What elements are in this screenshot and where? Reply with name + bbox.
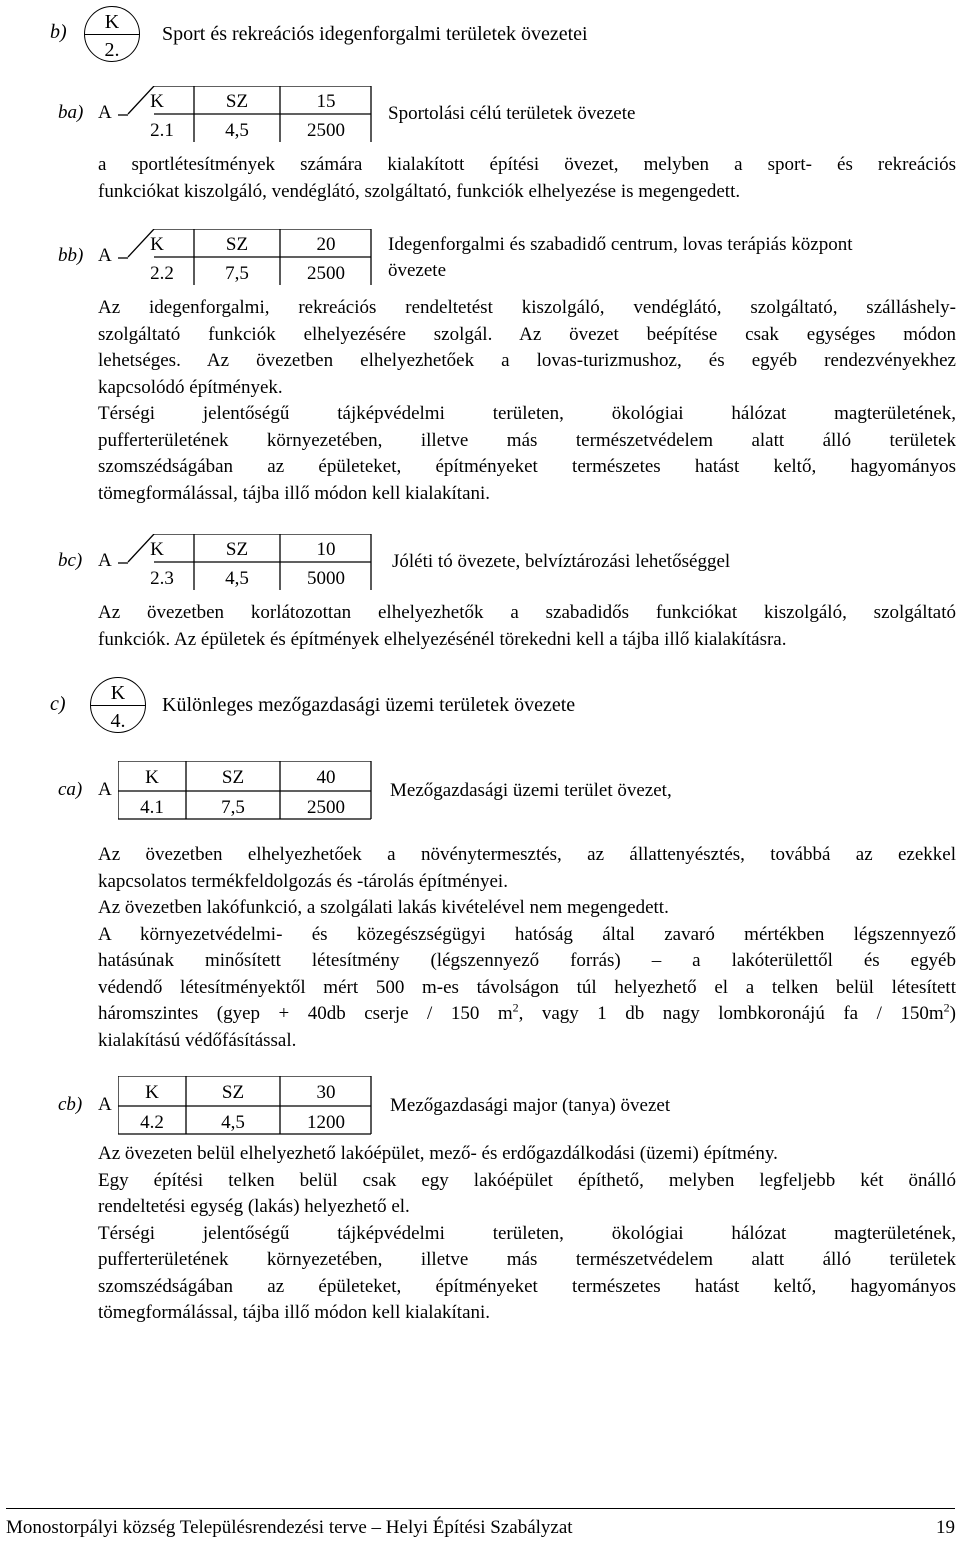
bb-title-line-1: Idegenforgalmi és szabadidő centrum, lovas terápiás központ xyxy=(388,234,853,255)
zone-sz: SZ xyxy=(225,234,249,255)
zone-max-height: 10 xyxy=(316,539,336,560)
cb-label: cb) xyxy=(58,1094,83,1115)
bb-title-line-2: övezete xyxy=(388,260,447,281)
bc-label: bc) xyxy=(58,550,83,571)
circle-top-text: K xyxy=(110,682,126,704)
zone-value-2: 7,5 xyxy=(221,797,245,818)
zone-max-height: 40 xyxy=(316,767,336,788)
bb-label: bb) xyxy=(58,245,84,266)
zone-value-2: 4,5 xyxy=(221,1112,245,1133)
circle-divider xyxy=(91,705,145,706)
ba-title: Sportolási célú területek övezete xyxy=(388,103,636,124)
cb-a-letter: A xyxy=(98,1094,112,1115)
text-line: védendő létesítményektől mért 500 m-es távolságon túl helyezhető el a telken belül létesített xyxy=(98,976,956,998)
zone-value-3: 1200 xyxy=(307,1112,345,1133)
ca-title: Mezőgazdasági üzemi terület övezet, xyxy=(390,780,672,801)
cb-title: Mezőgazdasági major (tanya) övezet xyxy=(390,1095,671,1116)
zone-circle-sport xyxy=(84,6,140,62)
text-line: a sportlétesítmények számára kialakított építési övezet, melyben a sport- és rekreációs xyxy=(98,154,956,175)
text-line: szolgáltató funkciók elhelyezésére szolgál. Az övezet beépítése csak egységes módon xyxy=(98,323,956,345)
text-line: funkciókat kiszolgáló, vendéglátó, szolgáltató, funkciók elhelyezése is megengedett. xyxy=(98,180,741,202)
section-c-title: Különleges mezőgazdasági üzemi területek övezete xyxy=(162,694,576,716)
section-b-title: Sport és rekreációs idegenforgalmi területek övezetei xyxy=(162,23,588,45)
zone-code-box-bc xyxy=(118,534,374,590)
zone-circle-agri xyxy=(90,677,146,733)
zone-sz: SZ xyxy=(221,767,245,788)
text-line: szomszédságában az épületeket, építményeket természetes hatást keltő, hagyományos xyxy=(98,456,956,477)
zone-value-3: 2500 xyxy=(307,797,345,818)
ba-a-letter: A xyxy=(98,102,112,123)
text-line: Az idegenforgalmi, rekreációs rendeltetést kiszolgáló, vendéglátó, szolgáltató, szálláshely- xyxy=(98,297,956,318)
circle-divider xyxy=(85,34,139,35)
text-line: Az övezeten belül elhelyezhető lakóépület, mező- és erdőgazdálkodási (üzemi) építmény. xyxy=(98,1143,778,1164)
zone-code: 2.1 xyxy=(150,120,174,141)
ca-label: ca) xyxy=(58,779,83,800)
text-line: hatásúnak minősített létesítmény (légszennyező forrás) – a lakóterülettől és egyéb xyxy=(98,950,956,971)
text-line: Az övezetben elhelyezhetőek a növénytermesztés, az állattenyésztés, továbbá az ezekkel xyxy=(98,844,956,865)
text-line: pufferterületének környezetében, illetve más természetvédelem alatt álló területek xyxy=(98,429,956,451)
zone-k: K xyxy=(145,767,159,788)
text-fragment: háromszintes (gyep + 40db cserje / 150 m xyxy=(98,1003,513,1024)
zone-sz: SZ xyxy=(225,539,249,560)
text-line: kapcsolatos termékfeldolgozás és -tárolás építményei. xyxy=(98,870,508,892)
zone-max-height: 15 xyxy=(316,91,336,112)
zone-code: 4.1 xyxy=(140,797,164,818)
section-b-label: b) xyxy=(50,21,67,43)
superscript: 2 xyxy=(943,1000,950,1015)
zone-value-2: 4,5 xyxy=(225,120,249,141)
text-fragment: ) xyxy=(949,1003,956,1024)
zone-code-box-cb xyxy=(118,1076,374,1132)
text-line: Egy építési telken belül csak egy lakóépület építhető, melyben legfeljebb két önálló xyxy=(98,1169,956,1191)
text-line: kapcsolódó építmények. xyxy=(98,376,283,398)
zone-max-height: 30 xyxy=(316,1082,336,1103)
zone-sz: SZ xyxy=(225,91,249,112)
zone-code: 2.2 xyxy=(150,263,174,284)
ca-paragraph xyxy=(98,842,956,1054)
zone-value-3: 5000 xyxy=(307,568,345,589)
footer-title: Monostorpályi község Településrendezési terve – Helyi Építési Szabályzat xyxy=(6,1517,573,1538)
bc-title: Jóléti tó övezete, belvíztározási lehetőséggel xyxy=(392,551,731,572)
zone-code-box-ca xyxy=(118,761,374,817)
zone-value-2: 7,5 xyxy=(225,263,249,284)
circle-bottom-text: 2. xyxy=(104,39,120,61)
bc-paragraph xyxy=(98,600,956,653)
zone-k: K xyxy=(145,1082,159,1103)
circle-top-text: K xyxy=(104,11,120,33)
cb-paragraph xyxy=(98,1141,956,1327)
zone-k: K xyxy=(150,234,164,255)
circle-bottom-text: 4. xyxy=(110,710,126,732)
text-line: tömegformálással, tájba illő módon kell kialakítani. xyxy=(98,1302,491,1323)
section-c-label: c) xyxy=(50,693,66,715)
text-line: szomszédságában az épületeket, építményeket természetes hatást keltő, hagyományos xyxy=(98,1275,956,1297)
text-line: rendeltetési egység (lakás) helyezhető el. xyxy=(98,1196,410,1217)
zone-max-height: 20 xyxy=(316,234,336,255)
ba-paragraph xyxy=(98,152,956,205)
zone-sz: SZ xyxy=(221,1082,245,1103)
bb-a-letter: A xyxy=(98,245,112,266)
zone-value-3: 2500 xyxy=(307,120,345,141)
text-line: A környezetvédelmi- és közegészségügyi hatóság által zavaró mértékben légszennyező xyxy=(98,923,956,945)
text-line: Térségi jelentőségű tájképvédelmi területen, ökológiai hálózat magterületének, xyxy=(98,403,956,424)
zone-code-box-bb xyxy=(118,229,374,285)
text-line-with-superscripts xyxy=(98,1001,956,1028)
text-line: pufferterületének környezetében, illetve más természetvédelem alatt álló területek xyxy=(98,1249,956,1270)
zone-k: K xyxy=(150,91,164,112)
text-line: kialakítású védőfásítással. xyxy=(98,1029,297,1051)
text-line: Térségi jelentőségű tájképvédelmi területen, ökológiai hálózat magterületének, xyxy=(98,1222,956,1244)
page-number: 19 xyxy=(936,1517,955,1538)
superscript: 2 xyxy=(512,1000,519,1015)
bb-paragraph xyxy=(98,295,956,507)
footer-divider xyxy=(6,1508,955,1509)
zone-code: 2.3 xyxy=(150,568,174,589)
text-line: funkciók. Az épületek és építmények elhelyezésénél törekedni kell a tájba illő kialakításra. xyxy=(98,628,787,650)
text-line: tömegformálással, tájba illő módon kell kialakítani. xyxy=(98,482,491,504)
ca-a-letter: A xyxy=(98,779,112,800)
zone-code-box-ba xyxy=(118,86,374,142)
zone-code: 4.2 xyxy=(140,1112,164,1133)
text-line: Az övezetben lakófunkció, a szolgálati lakás kivételével nem megengedett. xyxy=(98,897,669,918)
text-fragment: , vagy 1 db nagy lombkoronájú fa / 150m xyxy=(518,1003,944,1024)
bc-a-letter: A xyxy=(98,550,112,571)
ba-label: ba) xyxy=(58,102,84,123)
zone-k: K xyxy=(150,539,164,560)
zone-value-2: 4,5 xyxy=(225,568,249,589)
text-line: lehetséges. Az övezetben elhelyezhetőek a lovas-turizmushoz, és egyéb rendezvényekhez xyxy=(98,350,956,371)
zone-value-3: 2500 xyxy=(307,263,345,284)
text-line: Az övezetben korlátozottan elhelyezhetők a szabadidős funkciókat kiszolgáló, szolgáltató xyxy=(98,602,956,623)
